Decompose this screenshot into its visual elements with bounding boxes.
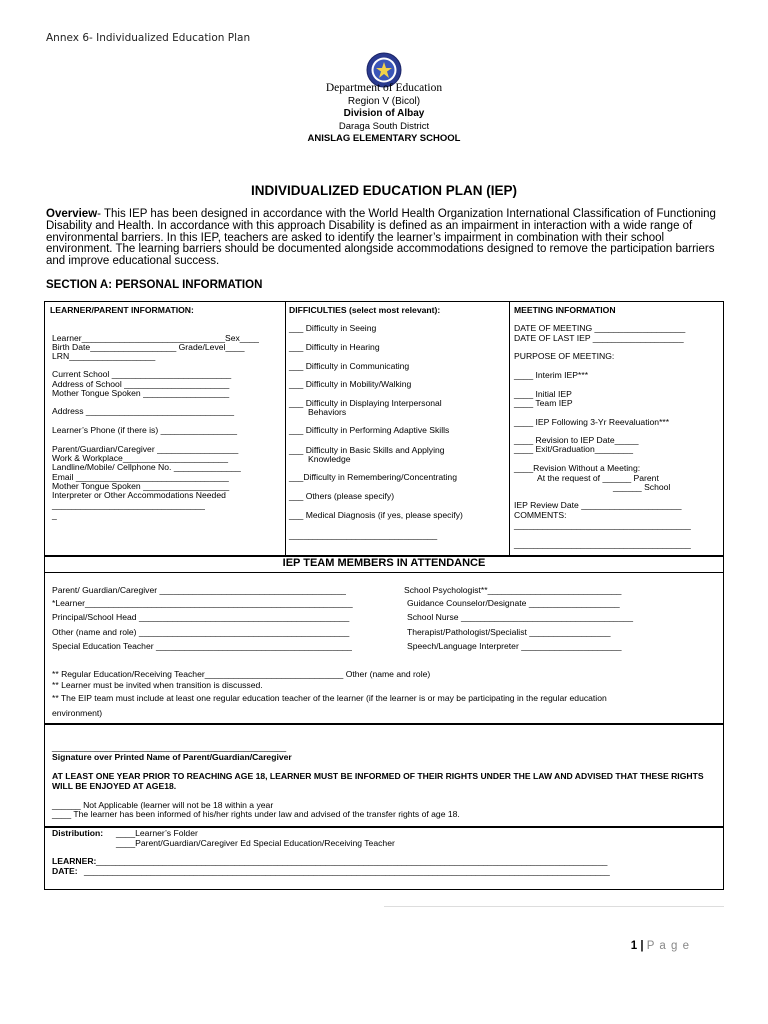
page-title: INDIVIDUALIZED EDUCATION PLAN (IEP) bbox=[251, 183, 517, 198]
parent-guardian-field[interactable]: Parent/Guardian/Caregiver _________________ bbox=[52, 444, 239, 454]
page-word: P a g e bbox=[646, 940, 690, 952]
signature-line[interactable]: _________________________________________________ bbox=[52, 742, 287, 752]
difficulty-adaptive[interactable]: ___ Difficulty in Performing Adaptive Skills bbox=[289, 425, 450, 435]
difficulty-mobility[interactable]: ___ Difficulty in Mobility/Walking bbox=[289, 379, 412, 389]
section-a-heading: SECTION A: PERSONAL INFORMATION bbox=[46, 279, 263, 291]
current-school-field[interactable]: Current School _________________________ bbox=[52, 369, 232, 379]
overview-paragraph bbox=[46, 209, 722, 268]
header-division: Division of Albay bbox=[343, 108, 425, 119]
page-number: 1 bbox=[630, 940, 638, 952]
distribution-label: Distribution: bbox=[52, 828, 104, 838]
distribution-learner-folder[interactable]: ____Learner’s Folder bbox=[116, 828, 198, 838]
page-separator: | bbox=[640, 940, 644, 952]
date-of-last-iep-field[interactable]: DATE OF LAST IEP ___________________ bbox=[514, 333, 684, 343]
learner-signature-line[interactable]: ___________________________________________________________________________________________________________ bbox=[96, 856, 608, 866]
signature-label: Signature over Printed Name of Parent/Guardian/Caregiver bbox=[52, 752, 292, 762]
purpose-initial-iep[interactable]: ____ Initial IEP bbox=[514, 389, 572, 399]
distribution-parent-teacher[interactable]: ____Parent/Guardian/Caregiver Ed Special Education/Receiving Teacher bbox=[116, 838, 395, 848]
lrn-field[interactable]: LRN__________________ bbox=[52, 351, 156, 361]
header-region: Region V (Bicol) bbox=[347, 96, 421, 107]
comments-label: COMMENTS: bbox=[514, 510, 567, 520]
difficulty-seeing[interactable]: ___ Difficulty in Seeing bbox=[289, 323, 377, 333]
address-of-school-field[interactable]: Address of School ______________________ bbox=[52, 379, 230, 389]
purpose-of-meeting-label: PURPOSE OF MEETING: bbox=[514, 351, 615, 361]
accommodations-label: Interpreter or Other Accommodations Needed bbox=[52, 490, 226, 500]
team-nurse-field[interactable]: School Nurse ____________________________________ bbox=[407, 612, 634, 622]
overview-label: Overview bbox=[46, 208, 98, 220]
team-heading: IEP TEAM MEMBERS IN ATTENDANCE bbox=[282, 557, 486, 569]
team-other-field[interactable]: Other (name and role) ____________________________________________ bbox=[52, 627, 350, 637]
purpose-revision-without-meeting[interactable]: ____Revision Without a Meeting: bbox=[514, 463, 641, 473]
work-workplace-field[interactable]: Work & Workplace______________________ bbox=[52, 453, 228, 463]
medical-diagnosis-field[interactable]: _______________________________ bbox=[289, 530, 438, 540]
request-school[interactable]: ______ School bbox=[613, 482, 671, 492]
page-footer bbox=[631, 940, 690, 952]
header-district: Daraga South District bbox=[338, 121, 430, 132]
age-18-notice: AT LEAST ONE YEAR PRIOR TO REACHING AGE 18, LEARNER MUST BE INFORMED OF THEIR RIGHTS UNDER THE LAW AND ADVISED THAT THESE RIGHTS WILL BE ENJOYED AT AGE18. bbox=[52, 771, 704, 791]
purpose-team-iep[interactable]: ____ Team IEP bbox=[514, 398, 573, 408]
team-sped-teacher-field[interactable]: Special Education Teacher _________________________________________ bbox=[52, 641, 352, 651]
team-note-learner: ** Learner must be invited when transition is discussed. bbox=[52, 680, 263, 690]
purpose-reevaluation[interactable]: ____ IEP Following 3-Yr Reevaluation*** bbox=[514, 417, 670, 427]
not-applicable-option[interactable]: ______ Not Applicable (learner will not be 18 within a year bbox=[52, 800, 274, 810]
team-psychologist-field[interactable]: School Psychologist**____________________________ bbox=[404, 585, 622, 595]
difficulties-col-head: DIFFICULTIES (select most relevant): bbox=[289, 305, 441, 315]
difficulty-others[interactable]: ___ Others (please specify) bbox=[289, 491, 395, 501]
accommodations-field-tail: _ bbox=[52, 510, 57, 520]
request-parent[interactable]: At the request of ______ Parent bbox=[537, 473, 659, 483]
team-learner-field[interactable]: *Learner________________________________________________________ bbox=[52, 598, 353, 608]
purpose-exit-graduation[interactable]: ____ Exit/Graduation________ bbox=[514, 444, 633, 454]
landline-field[interactable]: Landline/Mobile/ Cellphone No. ______________ bbox=[52, 462, 241, 472]
meeting-col-head: MEETING INFORMATION bbox=[514, 305, 616, 315]
team-principal-field[interactable]: Principal/School Head ____________________________________________ bbox=[52, 612, 350, 622]
learner-col-head: LEARNER/PARENT INFORMATION: bbox=[50, 305, 194, 315]
date-line[interactable]: ______________________________________________________________________________________________________________ bbox=[84, 866, 610, 876]
team-therapist-field[interactable]: Therapist/Pathologist/Specialist _________________ bbox=[407, 627, 611, 637]
team-note-eip: ** The EIP team must include at least one regular education teacher of the learner (if the learner is or may be participating in the regular education bbox=[52, 693, 607, 703]
team-interpreter-field[interactable]: Speech/Language Interpreter _____________________ bbox=[407, 641, 622, 651]
mother-tongue-field-2[interactable]: Mother Tongue Spoken __________________ bbox=[52, 481, 230, 491]
address-field[interactable]: Address _______________________________ bbox=[52, 406, 235, 416]
birth-date-field[interactable]: Birth Date__________________ Grade/Level____ bbox=[52, 342, 245, 352]
date-label: DATE: bbox=[52, 866, 78, 876]
learner-phone-field[interactable]: Learner’s Phone (if there is) ________________ bbox=[52, 425, 238, 435]
annex-label: Annex 6- Individualized Education Plan bbox=[46, 32, 251, 44]
difficulty-hearing[interactable]: ___ Difficulty in Hearing bbox=[289, 342, 380, 352]
difficulty-basic-skills-cont: Knowledge bbox=[308, 454, 351, 464]
purpose-interim-iep[interactable]: ____ Interim IEP*** bbox=[514, 370, 589, 380]
date-of-meeting-field[interactable]: DATE OF MEETING ___________________ bbox=[514, 323, 686, 333]
comments-line-1[interactable]: _____________________________________ bbox=[514, 520, 691, 530]
difficulty-interpersonal-cont: Behaviors bbox=[308, 407, 347, 417]
iep-review-date-field[interactable]: IEP Review Date _____________________ bbox=[514, 500, 682, 510]
team-note-regular-teacher[interactable]: ** Regular Education/Receiving Teacher_____________________________ Other (name and role) bbox=[52, 669, 431, 679]
difficulty-remembering[interactable]: ___Difficulty in Remembering/Concentrating bbox=[289, 472, 457, 482]
difficulty-interpersonal[interactable]: ___ Difficulty in Displaying Interpersonal bbox=[289, 398, 442, 408]
medical-diagnosis[interactable]: ___ Medical Diagnosis (if yes, please specify) bbox=[289, 510, 463, 520]
difficulty-communicating[interactable]: ___ Difficulty in Communicating bbox=[289, 361, 410, 371]
accommodations-field[interactable]: ________________________________ bbox=[52, 500, 205, 510]
learner-name-field[interactable]: Learner______________________________Sex____ bbox=[52, 333, 259, 343]
comments-line-2[interactable]: _____________________________________ bbox=[514, 539, 691, 549]
header-department: Department of Education bbox=[325, 82, 443, 94]
purpose-revision[interactable]: ____ Revision to IEP Date_____ bbox=[514, 435, 639, 445]
email-field[interactable]: Email ________________________________ bbox=[52, 472, 229, 482]
informed-rights-option[interactable]: ____ The learner has been informed of his/her rights under law and advised of the transfer rights of age 18. bbox=[52, 809, 460, 819]
team-note-eip-cont: environment) bbox=[52, 708, 103, 718]
learner-label: LEARNER: bbox=[52, 856, 97, 866]
team-guidance-field[interactable]: Guidance Counselor/Designate ___________________ bbox=[407, 598, 620, 608]
footer-divider bbox=[384, 906, 724, 907]
overview-text: - This IEP has been designed in accordance with the World Health Organization International Classification of Functioning Disability and Health. In accordance with this approach Disability is defined as an impairment in interaction with a wide range of environmental barriers. In this IEP, teachers are asked to identify the learner’s impairment in combination with their school environment. The learning barriers should be documented alongside accommodations designed to remove the participation barriers and improve educational success. bbox=[46, 208, 716, 268]
difficulty-basic-skills[interactable]: ___ Difficulty in Basic Skills and Applying bbox=[289, 445, 445, 455]
team-parent-field[interactable]: Parent/ Guardian/Caregiver _______________________________________ bbox=[52, 585, 346, 595]
header-school: ANISLAG ELEMENTARY SCHOOL bbox=[307, 133, 461, 144]
mother-tongue-field[interactable]: Mother Tongue Spoken __________________ bbox=[52, 388, 230, 398]
